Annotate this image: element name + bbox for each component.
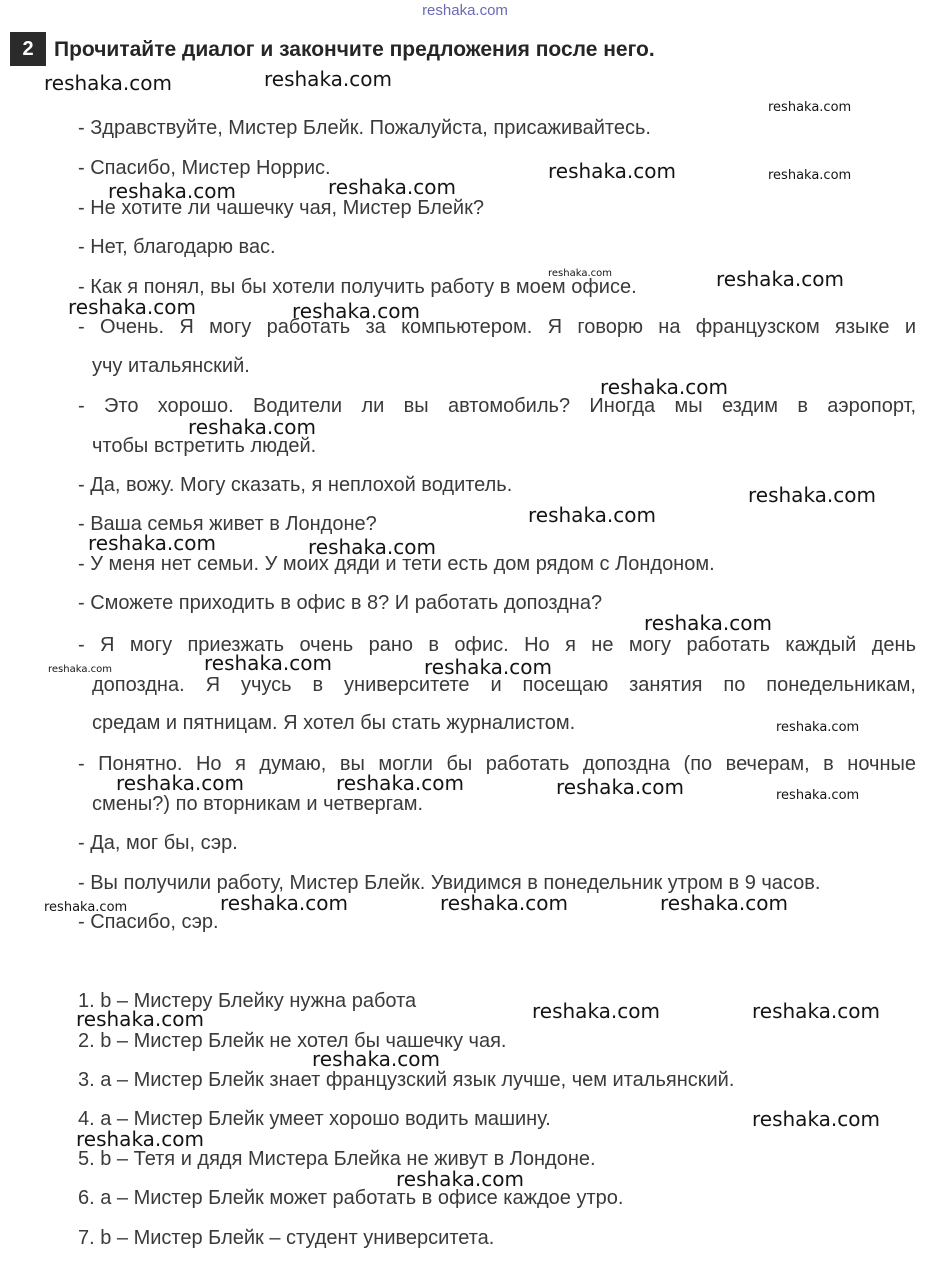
dialogue-line: - Да, вожу. Могу сказать, я неплохой водитель. bbox=[78, 474, 513, 496]
watermark: reshaka.com bbox=[532, 999, 660, 1023]
answer-item: 6. a – Мистер Блейк может работать в офисе каждое утро. bbox=[78, 1187, 624, 1209]
watermark: reshaka.com bbox=[188, 415, 316, 439]
watermark: reshaka.com bbox=[776, 720, 860, 735]
watermark: reshaka.com bbox=[752, 1107, 880, 1131]
watermark: reshaka.com bbox=[644, 611, 772, 635]
dialogue-line: - Вы получили работу, Мистер Блейк. Увидимся в понедельник утром в 9 часов. bbox=[78, 872, 821, 894]
watermark: reshaka.com bbox=[68, 295, 196, 319]
dialogue-line: смены?) по вторникам и четвергам. bbox=[92, 793, 424, 815]
watermark: reshaka.com bbox=[116, 771, 244, 795]
watermark: reshaka.com bbox=[48, 664, 112, 675]
task-title: Прочитайте диалог и закончите предложения после него. bbox=[54, 38, 655, 61]
watermark: reshaka.com bbox=[44, 71, 172, 95]
watermark: reshaka.com bbox=[752, 999, 880, 1023]
watermark: reshaka.com bbox=[768, 168, 852, 183]
dialogue-line: - Я могу приезжать очень рано в офис. Но я не могу работать каждый день bbox=[78, 634, 916, 656]
dialogue-line: - Понятно. Но я думаю, вы могли бы работать допоздна (по вечерам, в ночные bbox=[78, 753, 916, 775]
watermark: reshaka.com bbox=[292, 299, 420, 323]
dialogue-line: - Не хотите ли чашечку чая, Мистер Блейк? bbox=[78, 197, 484, 219]
dialogue-line: - Сможете приходить в офис в 8? И работать допоздна? bbox=[78, 592, 603, 614]
watermark: reshaka.com bbox=[336, 771, 464, 795]
watermark: reshaka.com bbox=[768, 100, 852, 115]
watermark: reshaka.com bbox=[396, 1167, 524, 1191]
watermark: reshaka.com bbox=[108, 179, 236, 203]
answer-item: 4. a – Мистер Блейк умеет хорошо водить машину. bbox=[78, 1108, 551, 1130]
watermark: reshaka.com bbox=[528, 503, 656, 527]
watermark: reshaka.com bbox=[424, 655, 552, 679]
dialogue-line: средам и пятницам. Я хотел бы стать журналистом. bbox=[92, 712, 576, 734]
dialogue-line: учу итальянский. bbox=[92, 355, 250, 377]
dialogue-line: - Очень. Я могу работать за компьютером. Я говорю на французском языке и bbox=[78, 316, 916, 338]
watermark: reshaka.com bbox=[440, 891, 568, 915]
watermark: reshaka.com bbox=[748, 483, 876, 507]
watermark: reshaka.com bbox=[776, 788, 860, 803]
answer-item: 3. a – Мистер Блейк знает французский язык лучше, чем итальянский. bbox=[78, 1069, 735, 1091]
watermark: reshaka.com bbox=[204, 651, 332, 675]
dialogue-line: - Да, мог бы, сэр. bbox=[78, 832, 238, 854]
site-header-link[interactable]: reshaka.com bbox=[422, 2, 508, 19]
watermark: reshaka.com bbox=[76, 1127, 204, 1151]
dialogue-line: - Спасибо, сэр. bbox=[78, 911, 219, 933]
answer-item: 7. b – Мистер Блейк – студент университета. bbox=[78, 1227, 495, 1249]
dialogue-line: - Как я понял, вы бы хотели получить работу в моем офисе. bbox=[78, 276, 637, 298]
watermark: reshaka.com bbox=[600, 375, 728, 399]
watermark: reshaka.com bbox=[312, 1047, 440, 1071]
watermark: reshaka.com bbox=[548, 159, 676, 183]
task-number-badge: 2 bbox=[10, 32, 46, 66]
watermark: reshaka.com bbox=[44, 900, 128, 915]
dialogue-line: - Нет, благодарю вас. bbox=[78, 236, 276, 258]
answer-item: 1. b – Мистеру Блейку нужна работа bbox=[78, 990, 417, 1012]
dialogue-line: - Это хорошо. Водители ли вы автомобиль? Иногда мы ездим в аэропорт, bbox=[78, 395, 916, 417]
dialogue-line: - Ваша семья живет в Лондоне? bbox=[78, 513, 377, 535]
dialogue-line: чтобы встретить людей. bbox=[92, 435, 317, 457]
dialogue-line: - Спасибо, Мистер Норрис. bbox=[78, 157, 331, 179]
watermark: reshaka.com bbox=[548, 268, 612, 279]
dialogue-line: - У меня нет семьи. У моих дяди и тети есть дом рядом с Лондоном. bbox=[78, 553, 715, 575]
watermark: reshaka.com bbox=[556, 775, 684, 799]
watermark: reshaka.com bbox=[328, 175, 456, 199]
watermark: reshaka.com bbox=[660, 891, 788, 915]
dialogue-line: допоздна. Я учусь в университете и посещаю занятия по понедельникам, bbox=[92, 674, 916, 696]
answer-item: 2. b – Мистер Блейк не хотел бы чашечку чая. bbox=[78, 1030, 507, 1052]
watermark: reshaka.com bbox=[76, 1007, 204, 1031]
watermark: reshaka.com bbox=[264, 67, 392, 91]
answer-item: 5. b – Тетя и дядя Мистера Блейка не живут в Лондоне. bbox=[78, 1148, 596, 1170]
watermark: reshaka.com bbox=[220, 891, 348, 915]
watermark: reshaka.com bbox=[308, 535, 436, 559]
watermark: reshaka.com bbox=[88, 531, 216, 555]
dialogue-line: - Здравствуйте, Мистер Блейк. Пожалуйста, присаживайтесь. bbox=[78, 117, 651, 139]
watermark: reshaka.com bbox=[716, 267, 844, 291]
